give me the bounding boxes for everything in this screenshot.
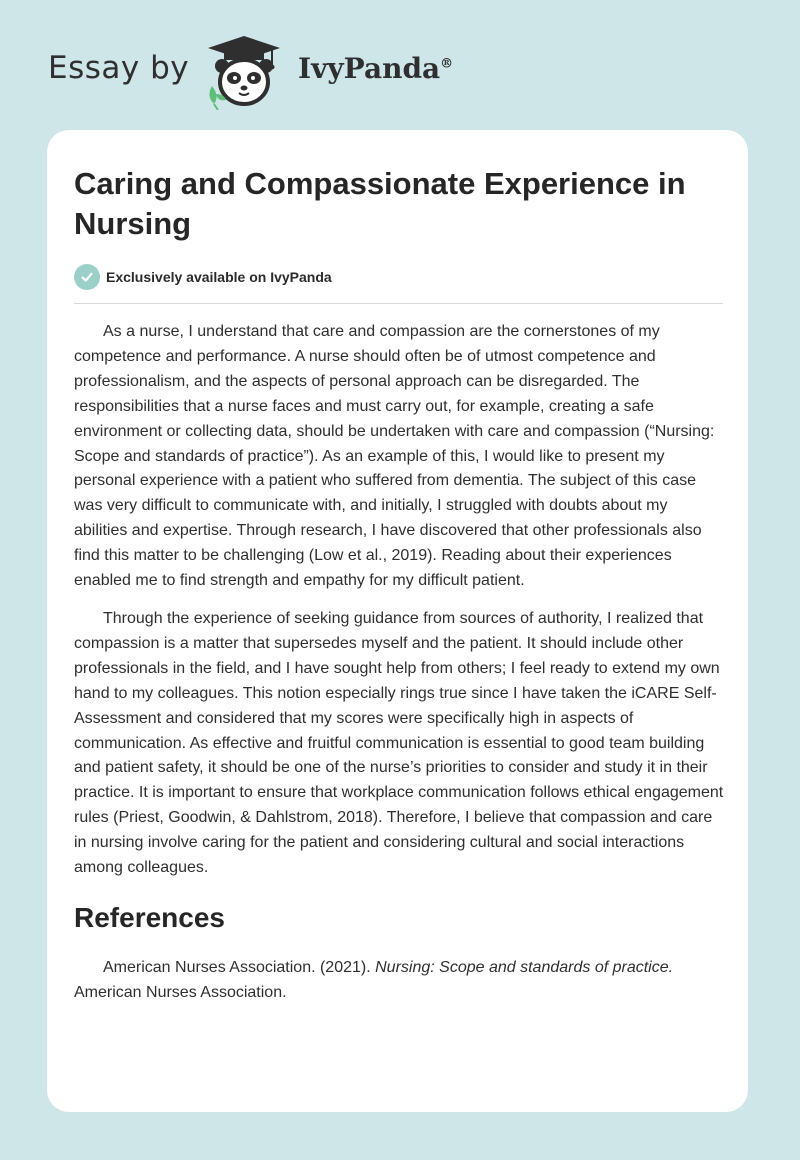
page-title: Caring and Compassionate Experience in Nursing xyxy=(74,166,686,241)
check-circle-icon xyxy=(74,264,100,290)
brand-name xyxy=(298,52,453,85)
reference-publisher: American Nurses Association. xyxy=(74,983,287,1001)
reference-author-year: American Nurses Association. (2021). xyxy=(103,958,376,976)
reference-title: Nursing: Scope and standards of practice. xyxy=(375,958,674,976)
reference-item xyxy=(74,956,724,1006)
panda-graduate-logo-icon xyxy=(204,34,284,110)
body-paragraph-2: Through the experience of seeking guidance from sources of authority, I realized that compassion is a matter that supersedes myself and the patient. It should include other professionals in the field, and I have sought help from others; I feel ready to extend my own hand to my colleagues. This notion especially rings true since I have taken the iCARE Self-Assessment and considered that my scores were specifically high in aspects of communication. As effective and fruitful communication is essential to good team building and patient safety, it should be one of the nurse’s priorities to consider and study it in their practice. It is important to ensure that workplace communication follows ethical engagement rules (Priest, Goodwin, & Dahlstrom, 2018). Therefore, I believe that compassion and care in nursing involve caring for the patient and considering cultural and social interactions among colleagues. xyxy=(74,609,724,877)
brand-name-text: IvyPanda xyxy=(298,52,441,85)
brand-prefix: Essay by xyxy=(48,50,190,86)
article-body xyxy=(74,320,724,1006)
exclusive-badge xyxy=(74,264,332,290)
body-paragraph-1: As a nurse, I understand that care and compassion are the cornerstones of my competence and performance. A nurse should often be of utmost competence and professionalism, and the aspects of personal approach can be disregarded. The responsibilities that a nurse faces and must carry out, for example, creating a safe environment or collecting data, should be undertaken with care and compassion (“Nursing: Scope and standards of practice”). As an example of this, I would like to present my personal experience with a patient who suffered from dementia. The subject of this case was very difficult to communicate with, and initially, I struggled with doubts about my abilities and expertise. Through research, I have discovered that other professionals also find this matter to be challenging (Low et al., 2019). Reading about their experiences enabled me to find strength and empathy for my difficult patient. xyxy=(74,323,715,590)
article-card xyxy=(47,130,748,1112)
site-header-brand[interactable] xyxy=(48,34,468,114)
references-heading: References xyxy=(74,901,225,933)
registered-mark: ® xyxy=(440,56,454,72)
header-divider xyxy=(74,303,723,304)
exclusive-badge-text: Exclusively available on IvyPanda xyxy=(106,269,332,285)
